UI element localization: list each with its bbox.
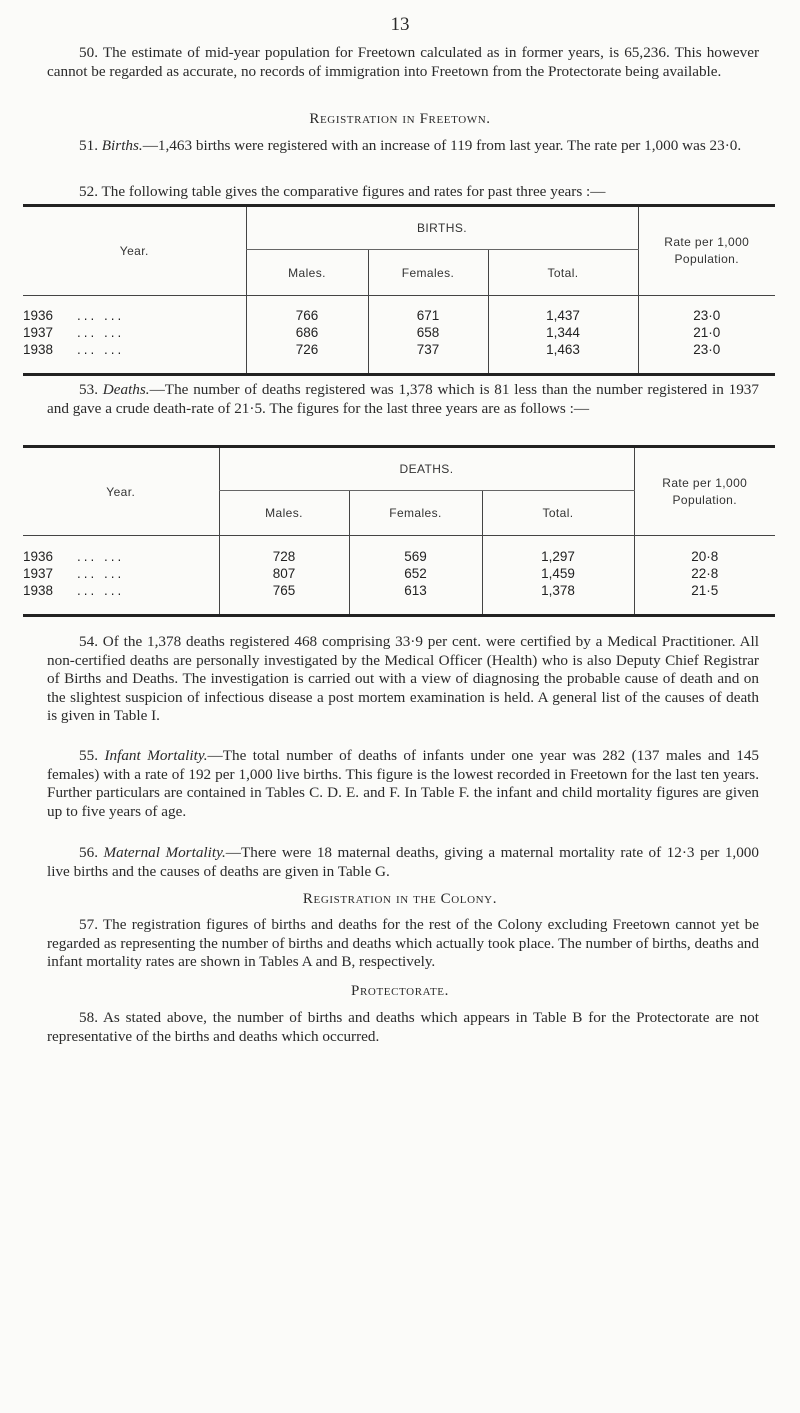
paragraph-title: Births. (101, 137, 143, 154)
births-group-header: BIRTHS. (246, 206, 638, 250)
births-col-females: Females. (368, 250, 488, 296)
paragraph-58: 58. As stated above, the number of births and deaths which appears in Table B for the Protectorate are not representative of the births and deaths which occurred. (47, 1009, 759, 1045)
leader-dots: ... ... (77, 324, 125, 340)
paragraph-55 (47, 747, 759, 821)
deaths-males: 807 (219, 565, 349, 582)
paragraph-57: 57. The registration figures of births and deaths for the rest of the Colony excluding Freetown cannot yet be regarded as representing the number of births and deaths which actually took place. The number of births, deaths and infant mortality rates are shown in Tables A and B, respectively. (47, 916, 759, 970)
births-col-males: Males. (246, 250, 368, 296)
deaths-col-males: Males. (219, 491, 349, 536)
paragraph-number: 55. (79, 747, 98, 764)
paragraph-title: Maternal Mortality. (103, 844, 226, 861)
table-row (23, 324, 775, 341)
births-total: 1,437 (488, 296, 638, 324)
leader-dots: ... ... (77, 582, 125, 598)
deaths-females: 569 (349, 536, 482, 565)
deaths-females: 652 (349, 565, 482, 582)
deaths-rate: 20·8 (634, 536, 775, 565)
births-year: 1937 (23, 324, 54, 340)
deaths-females: 613 (349, 582, 482, 616)
births-col-rate: Rate per 1,000 Population. (638, 206, 775, 296)
paragraph-number: 56. (79, 844, 98, 861)
paragraph-text: —1,463 births were registered with an increase of 119 from last year. The rate per 1,000 was 23·0. (142, 137, 742, 154)
deaths-col-year: Year. (23, 447, 219, 536)
births-table (23, 204, 775, 376)
births-females: 658 (368, 324, 488, 341)
paragraph-52: 52. The following table gives the comparative figures and rates for past three years :— (79, 183, 606, 200)
births-rate: 23·0 (638, 296, 775, 324)
deaths-col-females: Females. (349, 491, 482, 536)
deaths-total: 1,378 (482, 582, 634, 616)
births-females: 671 (368, 296, 488, 324)
paragraph-text: —The number of deaths registered was 1,378 which is 81 less than the number registered in 1937 and gave a crude death-rate of 21·5. The figures for the last three years are as follows :— (47, 381, 759, 417)
births-total: 1,463 (488, 341, 638, 375)
paragraph-50: 50. The estimate of mid-year population for Freetown calculated as in former years, is 65,236. This however cannot be regarded as accurate, no records of immigration into Freetown from the Protectorate being available. (47, 44, 759, 80)
births-males: 686 (246, 324, 368, 341)
births-total: 1,344 (488, 324, 638, 341)
births-col-total: Total. (488, 250, 638, 296)
births-col-year: Year. (23, 206, 246, 296)
paragraph-54: 54. Of the 1,378 deaths registered 468 comprising 33·9 per cent. were certified by a Medical Practitioner. All non-certified deaths are personally investigated by the Medical Officer (Health) who is also Deputy Chief Registrar of Births and Deaths. The investigation is carried out with a view of diagnosing the probable cause of death and on the slightest suspicion of infectious disease a post mortem examination is held. A general list of the causes of death is given in Table I. (47, 633, 759, 724)
page-number: 13 (390, 14, 410, 35)
leader-dots: ... ... (77, 565, 125, 581)
paragraph-text: —There were 18 maternal deaths, giving a maternal mortality rate of 12·3 per 1,000 live births and the causes of deaths are given in Table G. (47, 844, 759, 880)
births-rate: 23·0 (638, 341, 775, 375)
paragraph-text: —The total number of deaths of infants under one year was 282 (137 males and 145 females) with a rate of 192 per 1,000 live births. This figure is the lowest recorded in Freetown for the last ten years. Further particulars are contained in Tables C. D. E. and F. In Table F. the infant and child mortality figures are given up to five years of age. (47, 747, 760, 820)
table-row (23, 582, 775, 616)
heading-protectorate: Protectorate. (351, 983, 449, 999)
births-males: 726 (246, 341, 368, 375)
deaths-rate: 21·5 (634, 582, 775, 616)
births-males: 766 (246, 296, 368, 324)
leader-dots: ... ... (77, 548, 125, 564)
paragraph-title: Deaths. (102, 381, 150, 398)
paragraph-53 (47, 381, 759, 418)
table-row (23, 296, 775, 324)
deaths-col-rate: Rate per 1,000 Population. (634, 447, 775, 536)
paragraph-51 (47, 137, 759, 156)
births-females: 737 (368, 341, 488, 375)
deaths-rate: 22·8 (634, 565, 775, 582)
deaths-total: 1,459 (482, 565, 634, 582)
deaths-group-header: DEATHS. (219, 447, 634, 491)
births-year: 1938 (23, 341, 54, 357)
leader-dots: ... ... (77, 307, 125, 323)
deaths-col-total: Total. (482, 491, 634, 536)
table-row (23, 341, 775, 375)
leader-dots: ... ... (77, 341, 125, 357)
paragraph-title: Infant Mortality. (104, 747, 208, 764)
deaths-males: 765 (219, 582, 349, 616)
deaths-table (23, 445, 775, 617)
table-row (23, 565, 775, 582)
deaths-year: 1937 (23, 565, 54, 581)
paragraph-number: 51. (79, 137, 98, 154)
paragraph-56 (47, 844, 759, 881)
deaths-males: 728 (219, 536, 349, 565)
deaths-total: 1,297 (482, 536, 634, 565)
heading-registration-freetown: Registration in Freetown. (309, 111, 491, 127)
heading-registration-colony: Registration in the Colony. (302, 891, 498, 907)
paragraph-number: 53. (79, 381, 98, 398)
births-rate: 21·0 (638, 324, 775, 341)
births-year: 1936 (23, 307, 54, 323)
deaths-year: 1938 (23, 582, 54, 598)
table-row (23, 536, 775, 565)
deaths-year: 1936 (23, 548, 54, 564)
